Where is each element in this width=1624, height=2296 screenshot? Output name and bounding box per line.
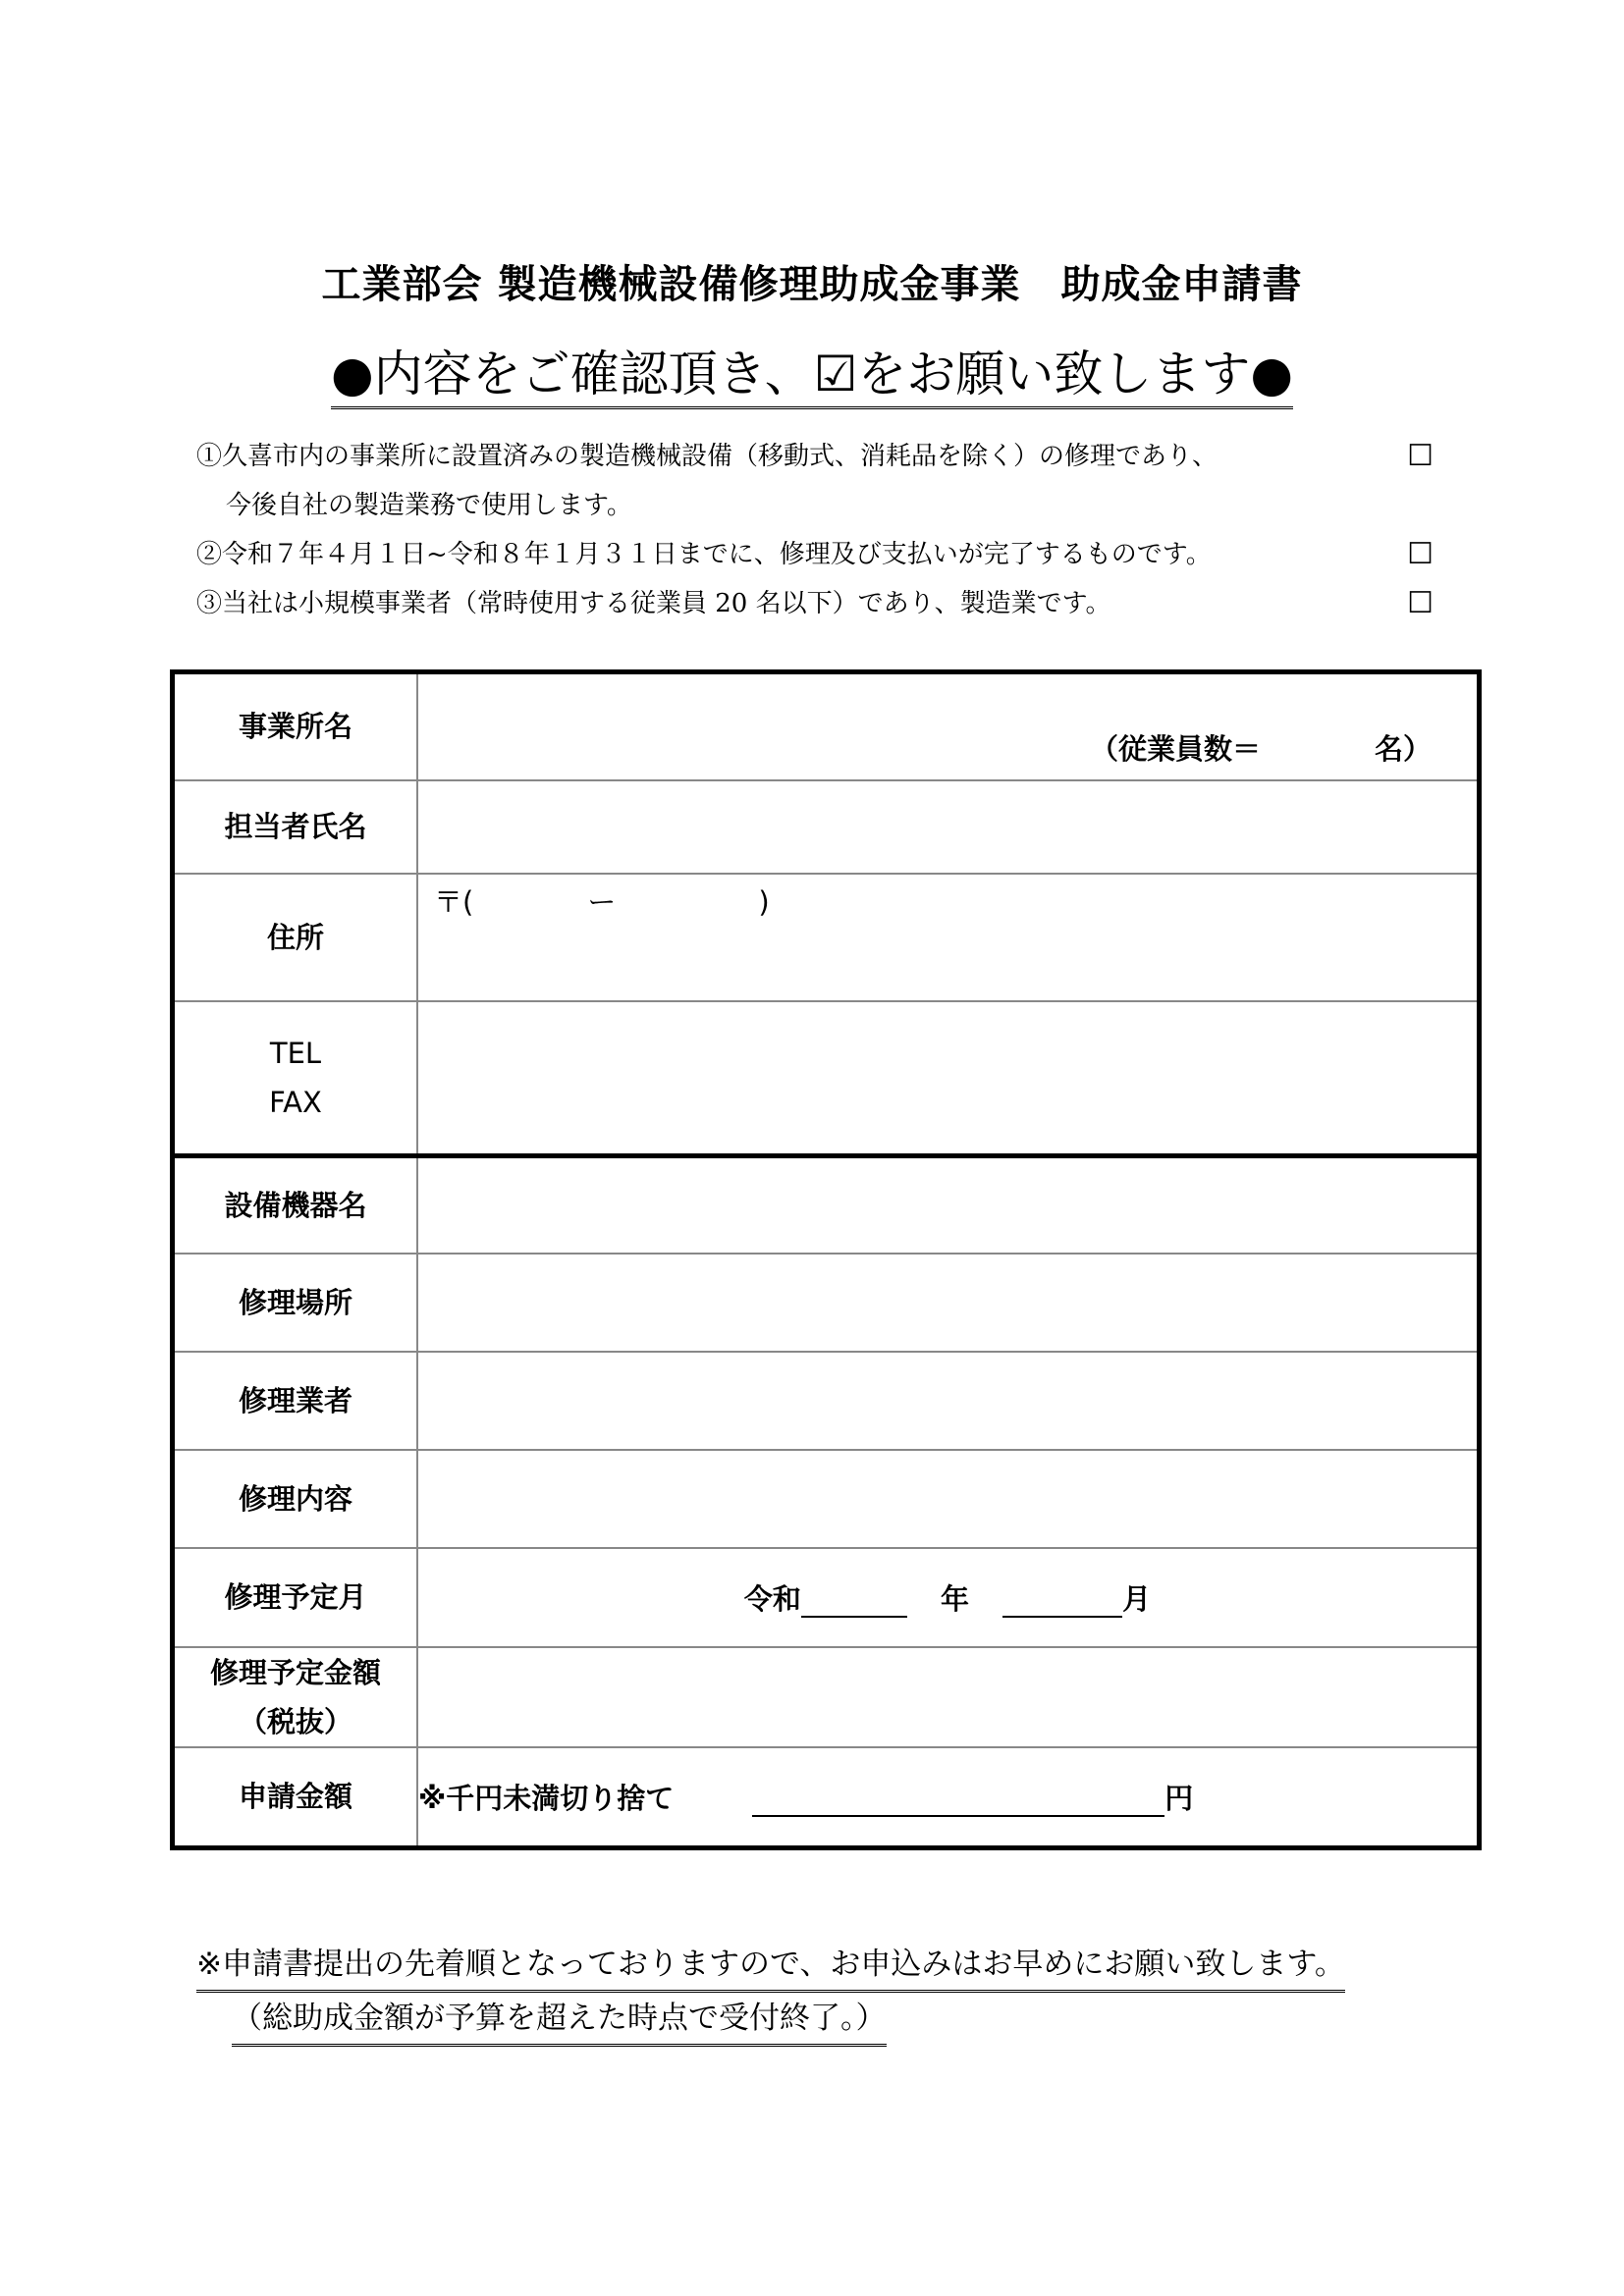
tel-fax-label <box>173 1001 418 1156</box>
footer-line-1: ※申請書提出の先着順となっておりますので、お申込みはお早めにお願い致します。 <box>196 1939 1345 1993</box>
repair-place-field[interactable] <box>417 1254 1480 1352</box>
year-text: 年 <box>940 1581 969 1616</box>
era-text: 令和 <box>743 1581 801 1616</box>
form-row-apply-amount <box>173 1747 1480 1848</box>
repair-vendor-field[interactable] <box>417 1352 1480 1450</box>
office-name-label: 事業所名 <box>173 672 418 780</box>
page-title: 工業部会 製造機械設備修理助成金事業 助成金申請書 <box>321 262 1303 307</box>
check-item-2 <box>196 530 1434 579</box>
repair-amount-label-line2: （税抜） <box>238 1704 352 1738</box>
month-input[interactable] <box>1002 1584 1122 1618</box>
apply-amount-field <box>417 1747 1480 1848</box>
check-item-1-checkbox[interactable]: ☐ <box>1407 439 1434 473</box>
application-form-table <box>170 669 1482 1850</box>
repair-amount-label-line1: 修理予定金額 <box>209 1655 381 1689</box>
apply-amount-input[interactable] <box>752 1784 1164 1817</box>
month-text: 月 <box>1122 1581 1152 1616</box>
form-row-contact <box>173 780 1480 874</box>
confirmation-notice <box>0 344 1624 409</box>
tel-label: TEL <box>269 1036 322 1070</box>
contact-name-label: 担当者氏名 <box>173 780 418 874</box>
rounding-note: ※千円未満切り捨て <box>418 1781 675 1815</box>
check-item-2-text: ②令和７年４月１日~令和８年１月３１日までに、修理及び支払いが完了するものです。 <box>196 540 1212 569</box>
fax-label: FAX <box>269 1085 322 1119</box>
repair-amount-field[interactable] <box>417 1647 1480 1747</box>
repair-content-field[interactable] <box>417 1450 1480 1548</box>
form-row-office <box>173 672 1480 780</box>
check-item-2-checkbox[interactable]: ☐ <box>1407 537 1434 571</box>
check-item-1 <box>196 432 1434 481</box>
check-item-3-text: ③当社は小規模事業者（常時使用する従業員 20 名以下）であり、製造業です。 <box>196 589 1111 618</box>
form-row-repair-place <box>173 1254 1480 1352</box>
check-item-1-continued <box>196 481 1434 530</box>
yen-text: 円 <box>1164 1781 1194 1815</box>
footer-line-2: （総助成金額が予算を超えた時点で受付終了。） <box>232 1993 887 2047</box>
confirmation-checklist <box>196 432 1434 628</box>
form-row-repair-month <box>173 1548 1480 1647</box>
repair-content-label: 修理内容 <box>173 1450 418 1548</box>
footer-notice <box>196 1939 1345 2047</box>
confirmation-notice-text: ●内容をご確認頂き、☑をお願い致します● <box>331 344 1293 409</box>
employee-count-text: （従業員数＝ 名） <box>1089 731 1432 766</box>
check-item-3-checkbox[interactable]: ☐ <box>1407 586 1434 620</box>
apply-amount-label: 申請金額 <box>173 1747 418 1848</box>
equipment-name-field[interactable] <box>417 1156 1480 1254</box>
office-name-field[interactable] <box>417 672 1480 780</box>
contact-name-field[interactable] <box>417 780 1480 874</box>
year-input[interactable] <box>801 1584 907 1618</box>
repair-vendor-label: 修理業者 <box>173 1352 418 1450</box>
repair-amount-label <box>173 1647 418 1747</box>
repair-place-label: 修理場所 <box>173 1254 418 1352</box>
repair-month-field <box>417 1548 1480 1647</box>
repair-month-label: 修理予定月 <box>173 1548 418 1647</box>
check-item-1-text-cont: 今後自社の製造業務で使用します。 <box>226 491 632 520</box>
form-row-repair-content <box>173 1450 1480 1548</box>
form-row-repair-vendor <box>173 1352 1480 1450</box>
form-row-repair-amount <box>173 1647 1480 1747</box>
postal-code-text: 〒( ー ) <box>434 884 770 919</box>
check-item-1-text: ①久喜市内の事業所に設置済みの製造機械設備（移動式、消耗品を除く）の修理であり、 <box>196 442 1218 471</box>
tel-fax-field[interactable] <box>417 1001 1480 1156</box>
equipment-name-label: 設備機器名 <box>173 1156 418 1254</box>
form-row-phone <box>173 1001 1480 1156</box>
address-field[interactable] <box>417 874 1480 1001</box>
form-row-equipment <box>173 1156 1480 1254</box>
check-item-3 <box>196 579 1434 628</box>
form-row-address <box>173 874 1480 1001</box>
address-label: 住所 <box>173 874 418 1001</box>
